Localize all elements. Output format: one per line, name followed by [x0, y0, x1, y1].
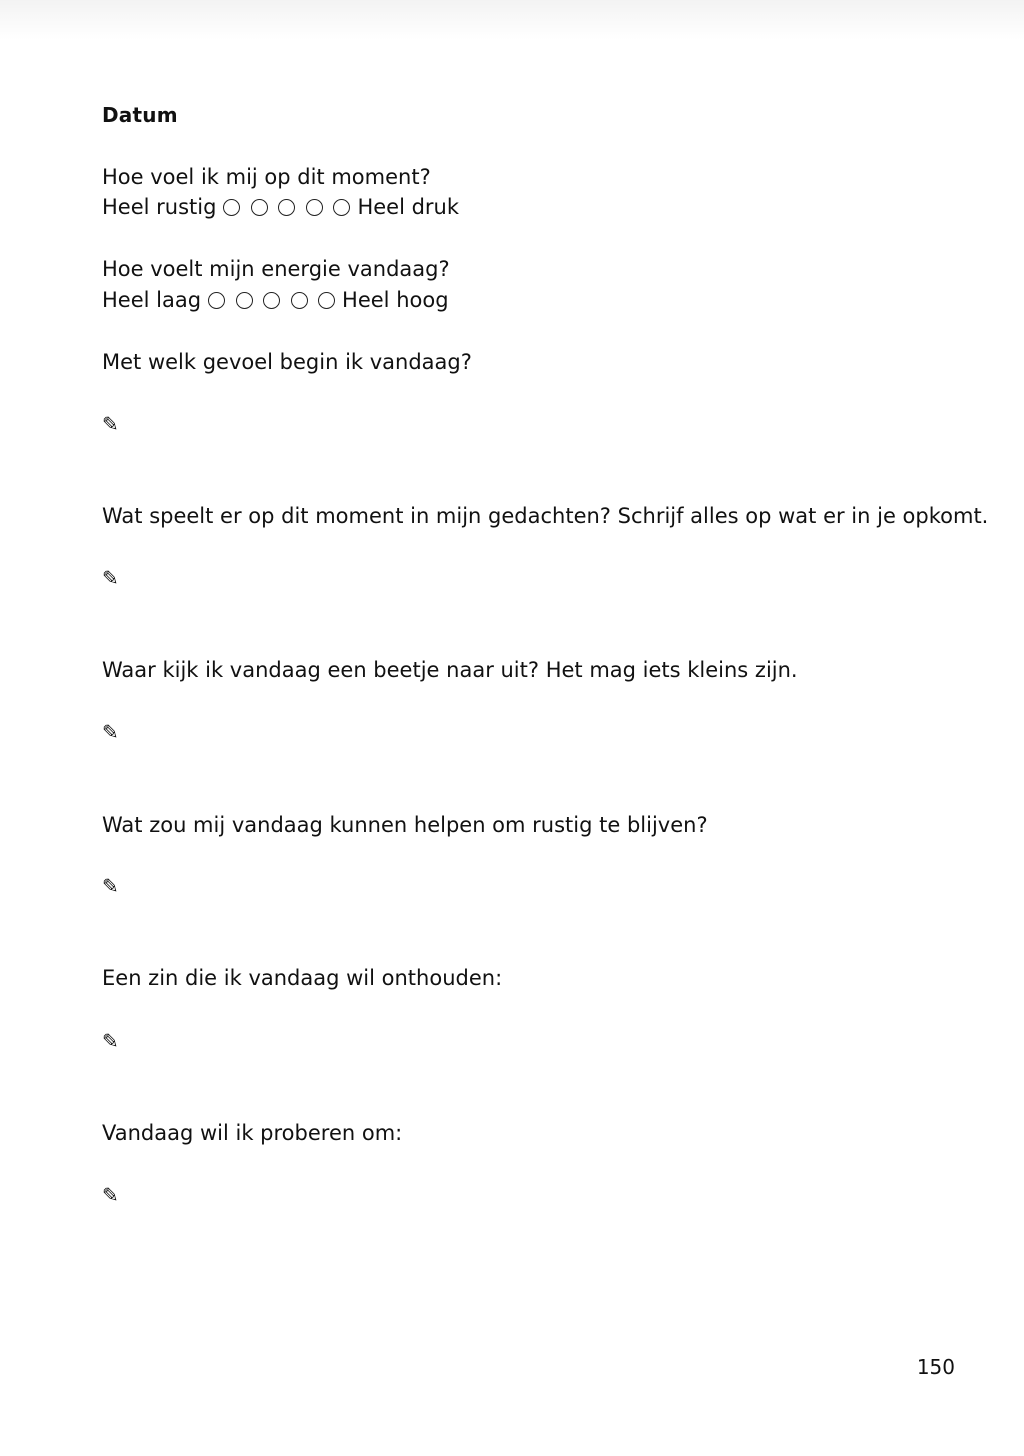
- pencil-icon: ✎: [102, 720, 119, 744]
- rating-circle-3[interactable]: [278, 199, 295, 216]
- pencil-icon: ✎: [102, 874, 119, 898]
- page-number: 150: [916, 1355, 955, 1379]
- prompt-sentence: Een zin die ik vandaag wil onthouden:: [102, 966, 503, 990]
- scale-question-energy: Hoe voelt mijn energie vandaag?: [102, 257, 450, 281]
- prompt-feeling: Met welk gevoel begin ik vandaag?: [102, 350, 472, 374]
- scale-left-label: Heel laag: [102, 288, 202, 312]
- scale-energy: [102, 285, 449, 315]
- scale-right-label: Heel hoog: [342, 288, 449, 312]
- date-label: Datum: [102, 103, 178, 127]
- prompt-stay-calm: Wat zou mij vandaag kunnen helpen om rustig te blijven?: [102, 813, 708, 837]
- pencil-icon: ✎: [102, 412, 119, 436]
- prompt-try: Vandaag wil ik proberen om:: [102, 1121, 403, 1145]
- page-top-shadow: [0, 0, 1024, 40]
- pencil-icon: ✎: [102, 566, 119, 590]
- rating-circle-3[interactable]: [263, 292, 280, 309]
- pencil-icon: ✎: [102, 1029, 119, 1053]
- prompt-thoughts: Wat speelt er op dit moment in mijn gedachten? Schrijf alles op wat er in je opkomt.: [102, 504, 989, 528]
- rating-circle-5[interactable]: [318, 292, 335, 309]
- rating-circle-4[interactable]: [291, 292, 308, 309]
- rating-options: [223, 199, 350, 216]
- rating-circle-1[interactable]: [208, 292, 225, 309]
- rating-circle-2[interactable]: [236, 292, 253, 309]
- rating-circle-2[interactable]: [251, 199, 268, 216]
- scale-left-label: Heel rustig: [102, 195, 217, 219]
- scale-question-calm: Hoe voel ik mij op dit moment?: [102, 165, 431, 189]
- prompt-look-forward: Waar kijk ik vandaag een beetje naar uit? Het mag iets kleins zijn.: [102, 658, 798, 682]
- rating-options: [208, 292, 335, 309]
- rating-circle-4[interactable]: [306, 199, 323, 216]
- pencil-icon: ✎: [102, 1183, 119, 1207]
- rating-circle-1[interactable]: [223, 199, 240, 216]
- rating-circle-5[interactable]: [333, 199, 350, 216]
- scale-calm: [102, 192, 459, 222]
- scale-right-label: Heel druk: [357, 195, 460, 219]
